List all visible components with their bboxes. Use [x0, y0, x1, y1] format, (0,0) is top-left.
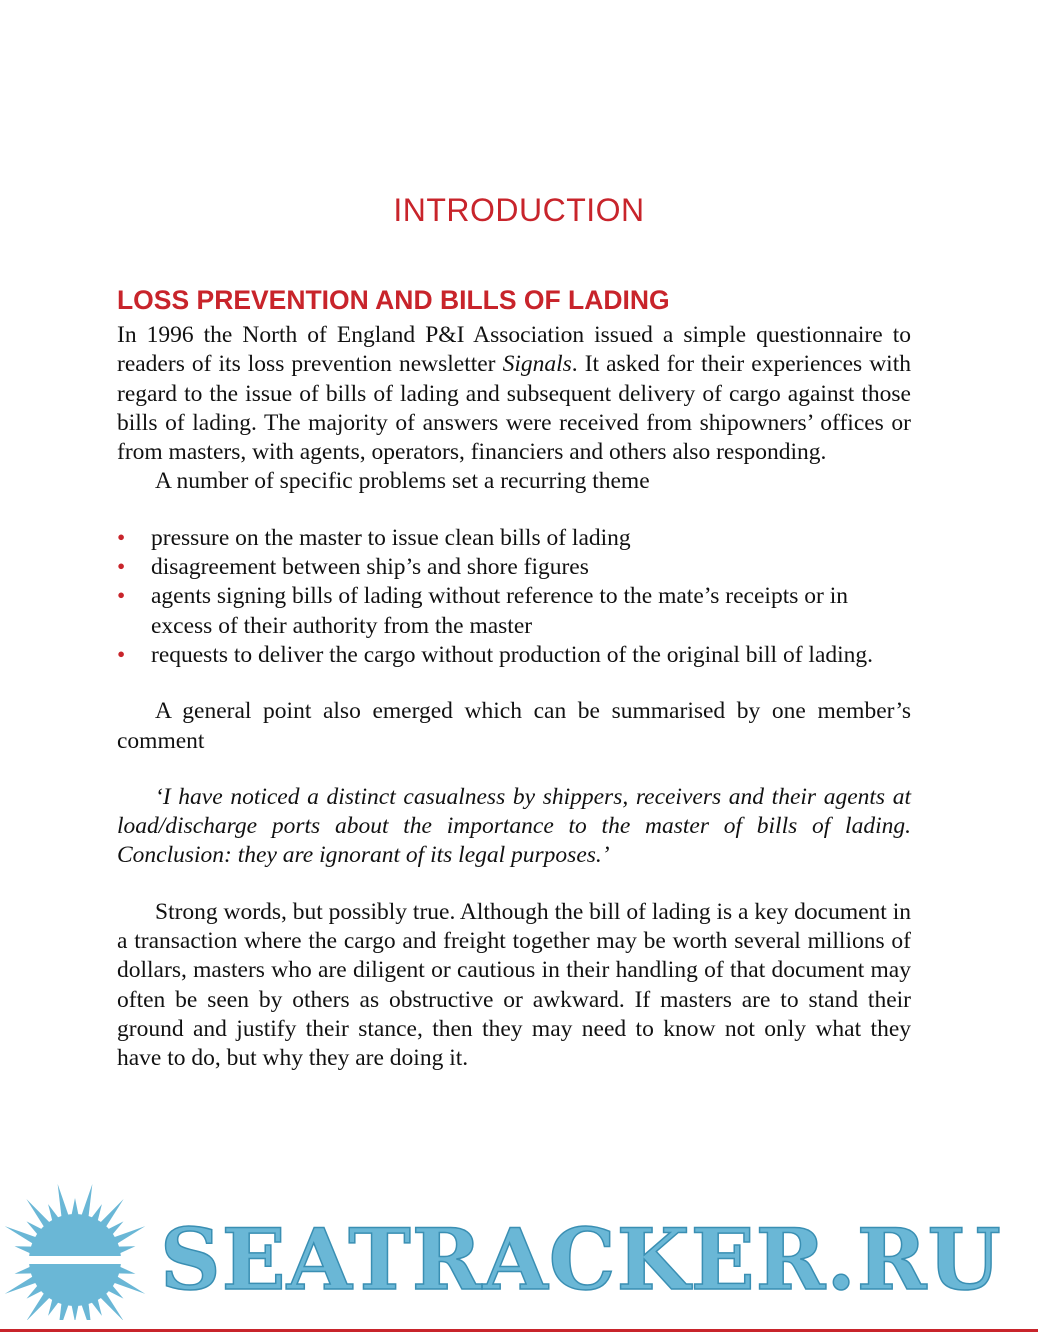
conclusion-paragraph: Strong words, but possibly true. Although the bill of lading is a key document in a transaction where the cargo and freight together may be worth several millions of dollars, masters who are diligent or cautious in their handling of that document may often be seen by others as obstructive or awkward. If masters are to stand their ground and justify their stance, then they may need to know not only what they have to do, but why they are doing it. — [117, 898, 911, 1072]
list-item — [117, 553, 911, 582]
member-quote: ‘I have noticed a distinct casualness by shippers, receivers and their agents at load/discharge ports about the importance to the master of bills of lading. Conclusion: they are ignorant of its legal purposes.’ — [117, 783, 911, 869]
list-item-text: pressure on the master to issue clean bills of lading — [151, 524, 631, 551]
sun-ray-icon — [5, 1276, 37, 1294]
intro-text-end: . It asked for their experiences with regard to the issue of bills of lading and subsequent delivery of cargo against those bills of lading. The majority of answers were received from shipowners’ offices or from masters, with agents, operators, financiers and others also responding. — [117, 351, 911, 466]
sun-ray-icon — [71, 1304, 78, 1320]
section-heading: LOSS PREVENTION AND BILLS OF LADING — [117, 285, 670, 315]
list-item — [117, 641, 911, 670]
bullet-icon: • — [117, 524, 126, 551]
intro-paragraph — [117, 321, 911, 467]
bullet-icon: • — [117, 641, 126, 668]
list-item-text: agents signing bills of lading without reference to the mate’s receipts or in excess of their authority from the master — [151, 583, 848, 639]
newsletter-title: Signals — [502, 351, 572, 378]
chapter-title: INTRODUCTION — [393, 192, 645, 228]
page-content — [117, 283, 911, 1074]
problem-list — [117, 524, 911, 670]
list-item-text: requests to deliver the cargo without production of the original bill of lading. — [151, 641, 874, 668]
problems-lead-in: A number of specific problems set a recurring theme — [155, 468, 650, 495]
list-item-text: disagreement between ship’s and shore figures — [151, 554, 589, 581]
sun-ray-icon — [113, 1276, 145, 1294]
sun-ray-icon — [71, 1198, 78, 1216]
watermark-text: SEATRACKER.RU — [160, 1210, 1002, 1309]
bullet-icon: • — [117, 583, 126, 610]
sun-ray-icon — [5, 1226, 37, 1244]
horizon-line-icon — [0, 1256, 155, 1264]
sun-ray-icon — [58, 1184, 69, 1218]
list-item — [117, 524, 911, 553]
bottom-rule — [0, 1329, 1038, 1332]
list-item — [117, 582, 911, 641]
intro-text-start: In 1996 the North of England P&I Association issued a simple questionnaire to readers of its loss prevention newsletter — [117, 322, 911, 378]
bullet-icon: • — [117, 554, 126, 581]
sun-ray-icon — [113, 1226, 145, 1244]
general-point-paragraph: A general point also emerged which can be summarised by one member’s comment — [117, 698, 911, 754]
sun-ray-icon — [81, 1184, 92, 1218]
